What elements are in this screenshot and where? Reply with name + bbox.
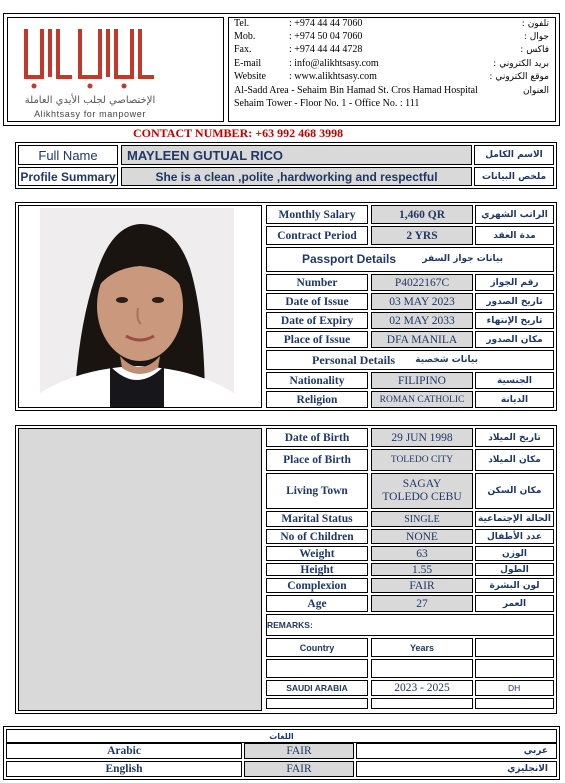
passport-number-value: P4022167C [371, 274, 473, 291]
email-label: E-mail [234, 58, 262, 69]
logo-arabic-text: الإختصاصي لجلب الأيدي العاملة [24, 95, 156, 106]
fax-label: Fax. [234, 44, 252, 55]
applicant-portrait-icon [40, 208, 234, 407]
monthly-salary-label: Monthly Salary [266, 205, 368, 224]
full-name-label-ar: الاسم الكامل [474, 145, 554, 165]
pob-label-ar: مكان الميلاد [475, 449, 554, 471]
experience-empty-years [371, 659, 473, 678]
contract-period-label-ar: مدة العقد [475, 226, 554, 245]
experience-empty-position-2 [475, 698, 554, 709]
marital-status-value: SINGLE [371, 511, 473, 527]
personal-title-ar: بيانات شخصية [415, 355, 478, 365]
profile-summary-label-ar: ملخص البيانات [474, 167, 554, 186]
website-label-ar: موقع الكتروني : [489, 72, 549, 82]
date-of-expiry-label: Date of Expiry [266, 312, 368, 329]
mob-label: Mob. [234, 31, 256, 42]
language-arabic-name-ar: عربي [356, 743, 557, 759]
language-english-name-ar: الانجليزي [356, 761, 557, 777]
contract-period-label: Contract Period [266, 226, 368, 245]
logo-box [7, 17, 224, 122]
fax-value: : +974 44 44 4728 [289, 44, 363, 55]
place-of-issue-label-ar: مكان الصدور [475, 331, 554, 348]
date-of-expiry-value: 02 MAY 2033 [371, 312, 473, 329]
living-town-value: SAGAY TOLEDO CEBU [371, 473, 473, 509]
experience-empty-country-2 [266, 698, 368, 709]
full-name-label: Full Name [18, 145, 118, 165]
religion-label-ar: الديانة [475, 391, 554, 408]
address-line-1: Al-Sadd Area - Sehaim Bin Hamad St. Cros Hamad Hospital [234, 85, 478, 96]
language-english-level: FAIR [244, 761, 354, 777]
complexion-value: FAIR [371, 578, 473, 593]
experience-years-value: 2023 - 2025 [371, 680, 473, 696]
remarks-label: REMARKS: [267, 620, 313, 630]
date-of-issue-label-ar: تاريخ الصدور [475, 293, 554, 310]
children-label: No of Children [266, 529, 368, 544]
dob-label-ar: تاريخ الميلاد [475, 428, 554, 447]
dob-label: Date of Birth [266, 428, 368, 447]
mob-label-ar: جوال : [523, 32, 549, 42]
personal-title: Personal Details [312, 353, 395, 367]
pob-label: Place of Birth [266, 449, 368, 471]
children-value: NONE [371, 529, 473, 544]
languages-title-ar: اللغات [6, 729, 557, 743]
full-body-photo-area [18, 428, 262, 711]
address-label-ar: العنوان [522, 86, 549, 96]
pob-value: TOLEDO CITY [371, 449, 473, 471]
nationality-value: FILIPINO [371, 372, 473, 389]
marital-status-label: Marital Status [266, 511, 368, 527]
language-arabic-level: FAIR [244, 743, 354, 759]
position-header [475, 638, 554, 657]
experience-country-value: SAUDI ARABIA [266, 680, 368, 696]
complexion-label: Complexion [266, 578, 368, 593]
experience-position-value: DH [475, 680, 554, 696]
age-value: 27 [371, 595, 473, 612]
tel-label: Tel. [234, 18, 250, 29]
mob-value: : +974 50 04 7060 [289, 31, 363, 42]
language-arabic-name: Arabic [6, 743, 242, 759]
place-of-issue-value: DFA MANILA [371, 331, 473, 348]
weight-label: Weight [266, 546, 368, 561]
age-label: Age [266, 595, 368, 612]
logo-english-text: Alikhtsasy for manpower [34, 109, 146, 119]
country-header: Country [266, 638, 368, 657]
date-of-expiry-label-ar: تاريخ الإنتهاء [475, 312, 554, 329]
contract-period-value: 2 YRS [371, 226, 473, 245]
website-label: Website [234, 71, 266, 82]
address-line-2: Sehaim Tower - Floor No. 1 - Office No. : 111 [234, 98, 420, 109]
date-of-issue-label: Date of Issue [266, 293, 368, 310]
language-english-name: English [6, 761, 242, 777]
passport-number-label-ar: رقم الجواز [475, 274, 554, 291]
height-label: Height [266, 563, 368, 576]
experience-empty-position [475, 659, 554, 678]
passport-number-label: Number [266, 274, 368, 291]
children-label-ar: عدد الأطفال [475, 529, 554, 544]
email-label-ar: بريد الكتروني : [493, 59, 549, 69]
company-logo-icon [20, 23, 160, 93]
place-of-issue-label: Place of Issue [266, 331, 368, 348]
age-label-ar: العمر [475, 595, 554, 612]
passport-title-row [266, 247, 554, 272]
tel-value: : +974 44 44 7060 [289, 18, 363, 29]
experience-empty-years-2 [371, 698, 473, 709]
religion-value: ROMAN CATHOLIC [371, 391, 473, 408]
experience-empty-country [266, 659, 368, 678]
website-value[interactable]: : www.alikhtsasy.com [289, 71, 377, 82]
height-label-ar: الطول [475, 563, 554, 576]
living-town-label: Living Town [266, 473, 368, 509]
date-of-issue-value: 03 MAY 2023 [371, 293, 473, 310]
weight-label-ar: الوزن [475, 546, 554, 561]
marital-status-label-ar: الحالة الإجتماعية [475, 511, 554, 527]
weight-value: 63 [371, 546, 473, 561]
living-town-label-ar: مكان السكن [475, 473, 554, 509]
contact-info-box [228, 17, 556, 122]
passport-title: Passport Details [302, 252, 397, 266]
years-header: Years [371, 638, 473, 657]
remarks-row [266, 614, 554, 636]
profile-summary-label: Profile Summary [18, 167, 118, 186]
full-name-value: MAYLEEN GUTUAL RICO [121, 145, 472, 165]
nationality-label: Nationality [266, 372, 368, 389]
tel-label-ar: تلفون : [521, 19, 549, 29]
complexion-label-ar: لون البشرة [475, 578, 554, 593]
monthly-salary-value: 1,460 QR [371, 205, 473, 224]
fax-label-ar: فاكس : [520, 45, 549, 55]
nationality-label-ar: الجنسية [475, 372, 554, 389]
applicant-photo [40, 208, 234, 407]
height-value: 1.55 [371, 563, 473, 576]
dob-value: 29 JUN 1998 [371, 428, 473, 447]
monthly-salary-label-ar: الراتب الشهري [475, 205, 554, 224]
profile-summary-value: She is a clean ,polite ,hardworking and respectful [121, 167, 472, 186]
religion-label: Religion [266, 391, 368, 408]
personal-title-row [266, 350, 554, 370]
contact-number: CONTACT NUMBER: +63 992 468 3998 [133, 126, 344, 140]
email-value[interactable]: : info@alikhtsasy.com [289, 58, 379, 69]
passport-title-ar: بيانات جواز السفر [422, 254, 503, 264]
